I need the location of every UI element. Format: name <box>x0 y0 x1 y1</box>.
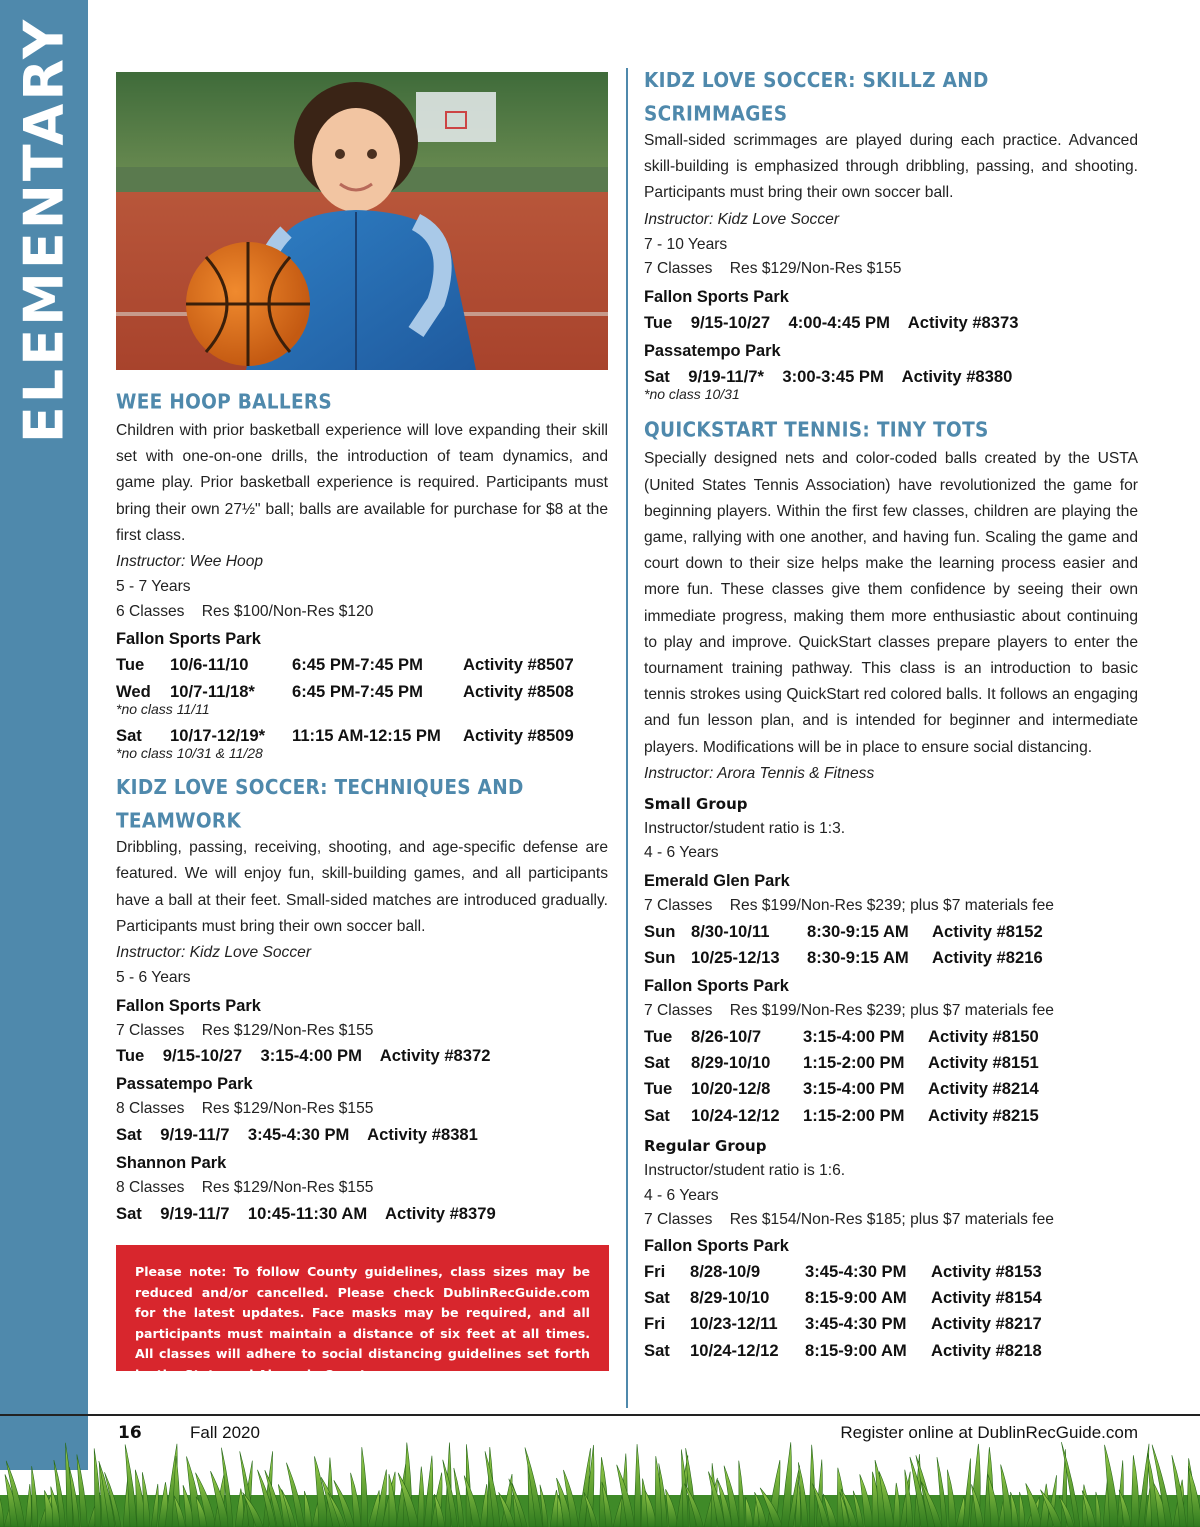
schedule-row: Wed 10/7-11/18* 6:45 PM-7:45 PM Activity #8508 <box>116 681 574 701</box>
schedule-note: *no class 10/31 & 11/28 <box>116 745 263 762</box>
schedule-row: Sun 10/25-12/13 8:30-9:15 AM Activity #8216 <box>644 947 1043 967</box>
schedule-row: Tue 10/20-12/8 3:15-4:00 PM Activity #8214 <box>644 1079 1039 1099</box>
small-group-ratio: Instructor/student ratio is 1:3. <box>644 819 846 837</box>
schedule-row: Sat 9/19-11/7 10:45-11:30 AM Activity #8379 <box>116 1203 496 1223</box>
soccer-tech-classes: 8 Classes Res $129/Non-Res $155 <box>116 1179 374 1197</box>
tennis-title: QUICKSTART TENNIS: TINY TOTS <box>644 419 989 443</box>
schedule-row: Fri 10/23-12/11 3:45-4:30 PM Activity #8217 <box>644 1314 1042 1334</box>
soccer-skillz-title: KIDZ LOVE SOCCER: SKILLZ AND SCRIMMAGES <box>644 68 989 126</box>
small-group-ages: 4 - 6 Years <box>644 844 719 862</box>
schedule-row: Tue 9/15-10/27 4:00-4:45 PM Activity #8373 <box>644 312 1019 332</box>
schedule-row: Sat 9/19-11/7 3:45-4:30 PM Activity #8381 <box>116 1124 478 1144</box>
covid-notice-box <box>116 1245 609 1382</box>
wee-hoop-title: WEE HOOP BALLERS <box>116 390 333 415</box>
small-group-classes: 7 Classes Res $199/Non-Res $239; plus $7 materials fee <box>644 1002 1054 1020</box>
soccer-skillz-instructor: Instructor: Kidz Love Soccer <box>644 210 840 228</box>
wee-hoop-classes: 6 Classes Res $100/Non-Res $120 <box>116 602 374 620</box>
left-column <box>116 388 608 1227</box>
schedule-row: Sat 10/24-12/12 1:15-2:00 PM Activity #8215 <box>644 1105 1039 1125</box>
schedule-row: Sat 8/29-10/10 1:15-2:00 PM Activity #8151 <box>644 1053 1039 1073</box>
right-column <box>644 68 1138 1364</box>
soccer-tech-location: Shannon Park <box>116 1154 227 1173</box>
soccer-tech-classes: 7 Classes Res $129/Non-Res $155 <box>116 1021 374 1039</box>
wee-hoop-location: Fallon Sports Park <box>116 630 261 649</box>
regular-group-ratio: Instructor/student ratio is 1:6. <box>644 1161 846 1179</box>
boy-with-basketball-photo <box>116 72 608 370</box>
small-group-location: Emerald Glen Park <box>644 872 790 891</box>
grass-border-illustration <box>0 1440 1200 1527</box>
soccer-tech-location: Passatempo Park <box>116 1075 253 1094</box>
schedule-row: Sun 8/30-10/11 8:30-9:15 AM Activity #8152 <box>644 921 1043 941</box>
small-group-classes: 7 Classes Res $199/Non-Res $239; plus $7 materials fee <box>644 897 1054 915</box>
section-sidebar <box>0 0 88 1470</box>
small-group-label: Small Group <box>644 794 748 813</box>
schedule-note: *no class 11/11 <box>116 700 210 717</box>
schedule-row: Tue 8/26-10/7 3:15-4:00 PM Activity #8150 <box>644 1026 1039 1046</box>
soccer-skillz-classes: 7 Classes Res $129/Non-Res $155 <box>644 260 902 278</box>
schedule-row: Sat 9/19-11/7* 3:00-3:45 PM Activity #8380 <box>644 367 1013 387</box>
schedule-note: *no class 10/31 <box>644 386 740 403</box>
regular-group-classes: 7 Classes Res $154/Non-Res $185; plus $7 materials fee <box>644 1211 1054 1229</box>
tennis-instructor: Instructor: Arora Tennis & Fitness <box>644 764 875 782</box>
wee-hoop-description: Children with prior basketball experience will love expanding their skill set with one-on-one drills, the introduction of team dynamics, and game play. Prior basketball experience is required. Participants must bring their own 27½" ball; balls are available for purchase for $8 at the first class. <box>116 422 608 544</box>
tennis-description: Specially designed nets and color-coded balls created by the USTA (United States Tennis Association) have revolutionized the game for beginning players. Within the first few classes, children are playing the game, rallying with one another, and having fun. Scaling the game and court down to their size helps make the learning process easier and more fun. These classes give them confidence by seeing their own immediate progress, making them more enthusiastic about continuing to play and improve. QuickStart classes prepare players to enter the tournament training pathway. This class is an introduction to basic tennis strokes using QuickStart red colored balls. It follows an engaging and fun lesson plan, and is intended for beginner and intermediate players. Modifications will be in place to ensure social distancing. <box>644 450 1138 756</box>
soccer-tech-classes: 8 Classes Res $129/Non-Res $155 <box>116 1100 374 1118</box>
soccer-tech-title: KIDZ LOVE SOCCER: TECHNIQUES AND TEAMWORK <box>116 775 524 834</box>
regular-group-label: Regular Group <box>644 1136 767 1155</box>
section-label: ELEMENTARY <box>12 16 76 444</box>
season-label: Fall 2020 <box>190 1423 260 1442</box>
wee-hoop-ages: 5 - 7 Years <box>116 578 191 596</box>
schedule-row: Sat 10/17-12/19* 11:15 AM-12:15 PM Activity #8509 <box>116 725 574 745</box>
column-divider <box>626 68 628 1408</box>
soccer-tech-description: Dribbling, passing, receiving, shooting, and age-specific defense are featured. We will enjoy fun, skill-building games, and all participants have a ball at their feet. Small-sided matches are introduced gradually. Participants must bring their own soccer ball. <box>116 839 608 935</box>
soccer-skillz-location: Passatempo Park <box>644 342 781 361</box>
schedule-row: Sat 10/24-12/12 8:15-9:00 AM Activity #8218 <box>644 1340 1042 1360</box>
covid-notice-text: Please note: To follow County guidelines, class sizes may be reduced and/or cancelled. Please check DublinRecGuide.com for the latest updates. Face masks may be required, and all participants must maintain a distance of six feet at all times. All classes will adhere to social distancing guidelines set forth by the State and Alameda County. <box>135 1264 590 1382</box>
schedule-row: Tue 9/15-10/27 3:15-4:00 PM Activity #8372 <box>116 1046 491 1066</box>
schedule-row: Tue 10/6-11/10 6:45 PM-7:45 PM Activity #8507 <box>116 655 574 675</box>
register-link-text[interactable]: Register online at DublinRecGuide.com <box>840 1423 1138 1442</box>
soccer-skillz-description: Small-sided scrimmages are played during each practice. Advanced skill-building is emphasized through dribbling, passing, and shooting. Participants must bring their own soccer ball. <box>644 132 1138 202</box>
schedule-row: Sat 8/29-10/10 8:15-9:00 AM Activity #8154 <box>644 1288 1042 1308</box>
regular-group-ages: 4 - 6 Years <box>644 1186 719 1204</box>
schedule-row: Fri 8/28-10/9 3:45-4:30 PM Activity #8153 <box>644 1261 1042 1281</box>
soccer-tech-location: Fallon Sports Park <box>116 996 261 1015</box>
small-group-location: Fallon Sports Park <box>644 977 789 996</box>
wee-hoop-instructor: Instructor: Wee Hoop <box>116 553 264 571</box>
regular-group-location: Fallon Sports Park <box>644 1236 789 1255</box>
soccer-tech-ages: 5 - 6 Years <box>116 968 191 986</box>
soccer-skillz-ages: 7 - 10 Years <box>644 235 728 253</box>
page-number: 16 <box>118 1423 142 1443</box>
soccer-skillz-location: Fallon Sports Park <box>644 287 789 306</box>
footer-rule <box>0 1414 1200 1416</box>
soccer-tech-instructor: Instructor: Kidz Love Soccer <box>116 943 312 961</box>
